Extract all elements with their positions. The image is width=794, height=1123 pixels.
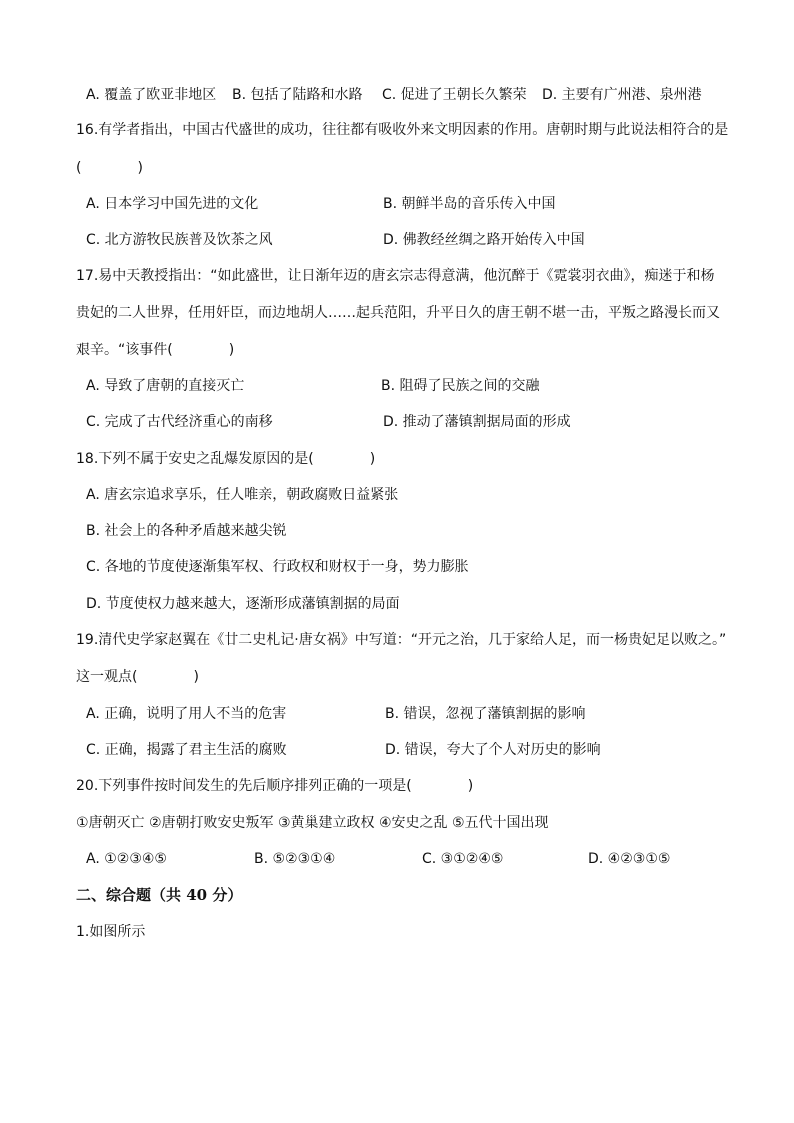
q19-option-a: A. 正确，说明了用人不当的危害 [86,706,287,722]
q18-option-b: B. 社会上的各种矛盾越来越尖锐 [86,523,287,539]
q20-option-b: B. ⑤②③①④ [254,851,336,867]
section-heading: 二、综合题（共 40 分） [76,886,243,904]
q19-stem-line2: 这一观点( ) [76,669,199,685]
q16-stem-line1: 16.有学者指出，中国古代盛世的成功，往往都有吸收外来文明因素的作用。唐朝时期与此说法相符合的是 [76,122,729,138]
q20-option-a: A. ①②③④⑤ [86,851,167,867]
q15-option-d: D. 主要有广州港、泉州港 [542,87,702,103]
q17-option-d: D. 推动了藩镇割据局面的形成 [383,414,571,430]
q17-stem-line3: 艰辛。“该事件( ) [76,342,235,358]
q15-option-a: A. 覆盖了欧亚非地区 [86,87,217,103]
q18-option-d: D. 节度使权力越来越大，逐渐形成藩镇割据的局面 [86,596,400,612]
q18-option-a: A. 唐玄宗追求享乐，任人唯亲，朝政腐败日益紧张 [86,487,399,503]
q16-option-b: B. 朝鲜半岛的音乐传入中国 [383,196,556,212]
q17-stem-line1: 17.易中天教授指出：“如此盛世，让日渐年迈的唐玄宗志得意满，他沉醉于《霓裳羽衣曲》，痴迷于和杨 [76,268,715,284]
q17-option-a: A. 导致了唐朝的直接灭亡 [86,378,245,394]
q20-option-c: C. ③①②④⑤ [422,851,504,867]
q20-events: ①唐朝灭亡 ②唐朝打败安史叛军 ③黄巢建立政权 ④安史之乱 ⑤五代十国出现 [76,815,549,831]
q18-option-c: C. 各地的节度使逐渐集军权、行政权和财权于一身，势力膨胀 [86,559,469,575]
q16-option-c: C. 北方游牧民族普及饮茶之风 [86,232,273,248]
q15-option-c: C. 促进了王朝长久繁荣 [382,87,527,103]
q17-option-c: C. 完成了古代经济重心的南移 [86,414,273,430]
q16-stem-line2: ( ) [76,160,143,176]
q18-stem: 18.下列不属于安史之乱爆发原因的是( ) [76,451,376,467]
q19-option-d: D. 错误，夸大了个人对历史的影响 [385,742,601,758]
q17-stem-line2: 贵妃的二人世界，任用奸臣，而边地胡人……起兵范阳，升平日久的唐王朝不堪一击，平叛之路漫长而又 [76,305,720,321]
q19-option-c: C. 正确，揭露了君主生活的腐败 [86,742,287,758]
q20-stem: 20.下列事件按时间发生的先后顺序排列正确的一项是( ) [76,778,474,794]
q15-option-b: B. 包括了陆路和水路 [232,87,363,103]
q19-option-b: B. 错误，忽视了藩镇割据的影响 [385,706,586,722]
q20-option-d: D. ④②③①⑤ [588,851,671,867]
q16-option-a: A. 日本学习中国先进的文化 [86,196,259,212]
q17-option-b: B. 阻碍了民族之间的交融 [381,378,540,394]
q19-stem-line1: 19.清代史学家赵翼在《廿二史札记·唐女祸》中写道：“开元之治，几于家给人足，而一杨贵妃足以败之。” [76,632,727,648]
section2-question-1: 1.如图所示 [76,924,146,940]
q16-option-d: D. 佛教经丝绸之路开始传入中国 [383,232,585,248]
